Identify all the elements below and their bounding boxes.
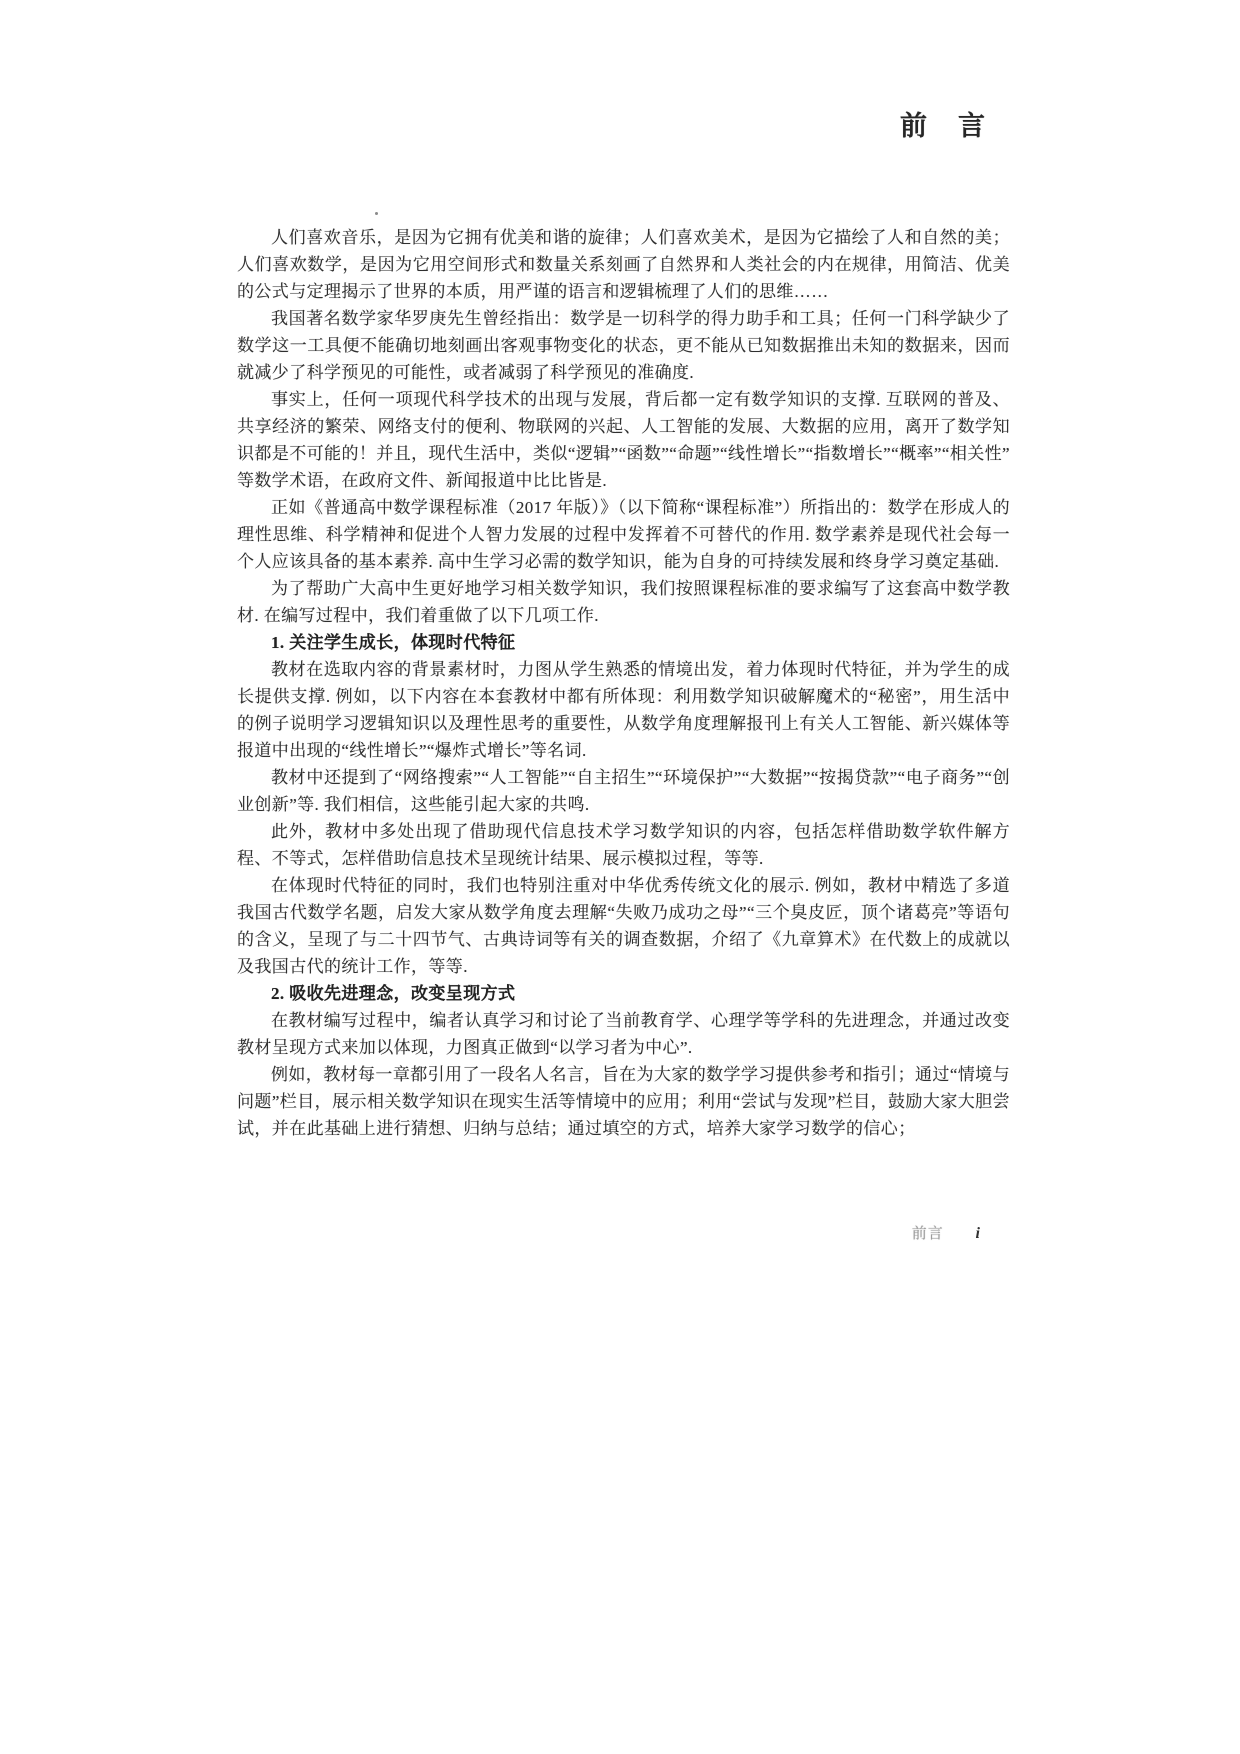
- section-heading-1: 1. 关注学生成长，体现时代特征: [271, 633, 516, 652]
- footer-running-label: 前言: [911, 1226, 944, 1242]
- footer-page-number: i: [975, 1225, 980, 1242]
- paragraph-why-written: 为了帮助广大高中生更好地学习相关数学知识，我们按照课程标准的要求编写了这套高中数学教材. 在编写过程中，我们着重做了以下几项工作.: [237, 579, 1010, 625]
- preface-body: [237, 224, 1010, 1142]
- paragraph-modern-topics: 教材中还提到了“网络搜索”“人工智能”“自主招生”“环境保护”“大数据”“按揭贷款”“电子商务”“创业创新”等. 我们相信，这些能引起大家的共鸣.: [237, 768, 1010, 814]
- paragraph-modern-science: 事实上，任何一项现代科学技术的出现与发展，背后都一定有数学知识的支撑. 互联网的普及、共享经济的繁荣、网络支付的便利、物联网的兴起、人工智能的发展、大数据的应用，离开了数学知识都是不可能的！并且，现代生活中，类似“逻辑”“函数”“命题”“线性增长”“指数增长”“概率”“相关性”等数学术语，在政府文件、新闻报道中比比皆是.: [237, 390, 1010, 490]
- scan-artifact-dot: [375, 212, 378, 215]
- paragraph-background-material: 教材在选取内容的背景素材时，力图从学生熟悉的情境出发，着力体现时代特征，并为学生的成长提供支撑. 例如，以下内容在本套教材中都有所体现：利用数学知识破解魔术的“秘密”，用生活中的例子说明学习逻辑知识以及理性思考的重要性，从数学角度理解报刊上有关人工智能、新兴媒体等报道中出现的“线性增长”“爆炸式增长”等名词.: [237, 660, 1010, 760]
- paragraph-hua-luogeng-quote: 我国著名数学家华罗庚先生曾经指出：数学是一切科学的得力助手和工具；任何一门科学缺少了数学这一工具便不能确切地刻画出客观事物变化的状态，更不能从已知数据推出未知的数据来，因而就减少了科学预见的可能性，或者减弱了科学预见的准确度.: [237, 309, 1010, 382]
- paragraph-traditional-culture: 在体现时代特征的同时，我们也特别注重对中华优秀传统文化的展示. 例如，教材中精选了多道我国古代数学名题，启发大家从数学角度去理解“失败乃成功之母”“三个臭皮匠，顶个诸葛亮”等语句的含义，呈现了与二十四节气、古典诗词等有关的调查数据，介绍了《九章算术》在代数上的成就以及我国古代的统计工作，等等.: [237, 876, 1010, 976]
- page-footer: [0, 1224, 1010, 1244]
- paragraph-music-art-math: 人们喜欢音乐，是因为它拥有优美和谐的旋律；人们喜欢美术，是因为它描绘了人和自然的美；人们喜欢数学，是因为它用空间形式和数量关系刻画了自然界和人类社会的内在规律，用简洁、优美的公式与定理揭示了世界的本质，用严谨的语言和逻辑梳理了人们的思维……: [237, 228, 1010, 301]
- paragraph-chapter-features: 例如，教材每一章都引用了一段名人名言，旨在为大家的数学学习提供参考和指引；通过“情境与问题”栏目，展示相关数学知识在现实生活等情境中的应用；利用“尝试与发现”栏目，鼓励大家大胆尝试，并在此基础上进行猜想、归纳与总结；通过填空的方式，培养大家学习数学的信心；: [237, 1065, 1010, 1138]
- section-heading-2: 2. 吸收先进理念，改变呈现方式: [271, 984, 516, 1003]
- page-title: 前 言: [900, 111, 987, 141]
- paragraph-information-tech: 此外，教材中多处出现了借助现代信息技术学习数学知识的内容，包括怎样借助数学软件解方程、不等式，怎样借助信息技术呈现统计结果、展示模拟过程，等等.: [237, 822, 1010, 868]
- paragraph-curriculum-standard: 正如《普通高中数学课程标准（2017 年版）》（以下简称“课程标准”）所指出的：数学在形成人的理性思维、科学精神和促进个人智力发展的过程中发挥着不可替代的作用. 数学素养是现代社会每一个人应该具备的基本素养. 高中生学习必需的数学知识，能为自身的可持续发展和终身学习奠定基础.: [237, 498, 1010, 571]
- paragraph-learner-centered: 在教材编写过程中，编者认真学习和讨论了当前教育学、心理学等学科的先进理念，并通过改变教材呈现方式来加以体现，力图真正做到“以学习者为中心”.: [237, 1011, 1010, 1057]
